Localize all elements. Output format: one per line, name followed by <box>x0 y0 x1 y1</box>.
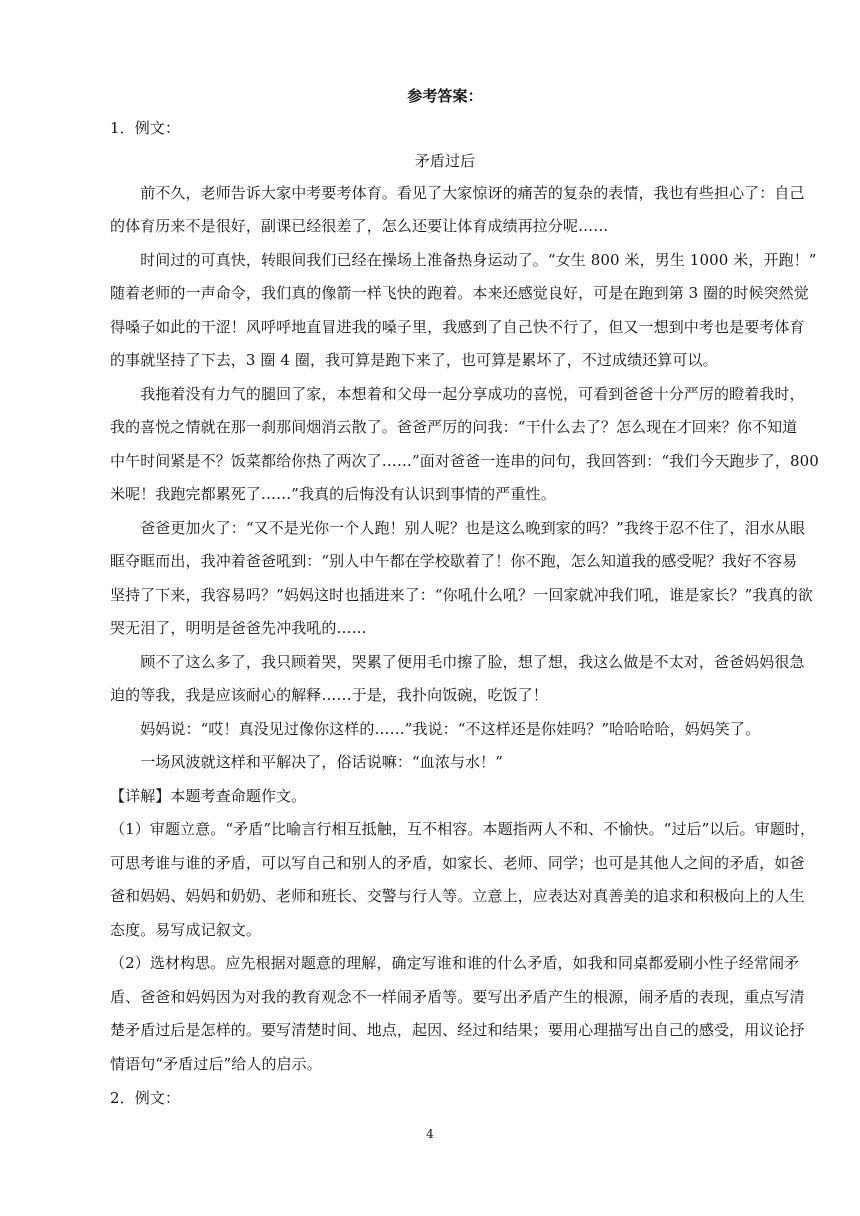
essay-line: 的体育历来不是很好，副课已经很差了，怎么还要让体育成绩再拉分呢…… <box>110 217 609 235</box>
page-number: 4 <box>426 1127 434 1141</box>
essay-line: 顾不了这么多了，我只顾着哭，哭累了便用毛巾擦了脸，想了想，我这么做是不太对，爸爸妈妈很急 <box>110 653 805 671</box>
answer-header: 参考答案： <box>407 87 483 105</box>
explanation-line: 情语句“矛盾过后”给人的启示。 <box>110 1055 322 1073</box>
explanation-line: （1）审题立意。“矛盾”比喻言行相互抵触，互不相容。本题指两人不和、不愉快。“过后”以后。审题时， <box>110 820 816 838</box>
explanation-line: （2）选材构思。应先根据对题意的理解，确定写谁和谁的什么矛盾，如我和同桌都爱刷小性子经常闹矛 <box>110 954 800 972</box>
explanation-line: 楚矛盾过后是怎样的。要写清楚时间、地点，起因、经过和结果；要用心理描写出自己的感受，用议论抒 <box>110 1021 805 1039</box>
essay-line: 迫的等我，我是应该耐心的解释……于是，我扑向饭碗，吃饭了！ <box>110 686 548 704</box>
essay-line: 时间过的可真快，转眼间我们已经在操场上准备热身运动了。“女生 800 米，男生 1000 米，开跑！” <box>110 251 817 269</box>
essay-line: 哭无泪了，明明是爸爸先冲我吼的…… <box>110 619 367 637</box>
essay-line: 坚持了下来，我容易吗？”妈妈这时也插进来了：“你吼什么吼？一回家就冲我们吼，谁是家长？”我真的欲 <box>110 586 813 604</box>
essay-line: 随着老师的一声命令，我们真的像箭一样飞快的跑着。本来还感觉良好，可是在跑到第 3 圈的时候突然觉 <box>110 284 809 302</box>
essay-line: 我拖着没有力气的腿回了家，本想着和父母一起分享成功的喜悦，可看到爸爸十分严厉的瞪着我时， <box>110 385 805 403</box>
explanation-heading: 【详解】本题考查命题作文。 <box>110 787 307 805</box>
essay-line: 前不久，老师告诉大家中考要考体育。看见了大家惊讶的痛苦的复杂的表情，我也有些担心了：自己 <box>110 184 805 202</box>
explanation-line: 爸和妈妈、妈妈和奶奶、老师和班长、交警与行人等。立意上，应表达对真善美的追求和积极向上的人生 <box>110 887 805 905</box>
essay-line: 爸爸更加火了：“又不是光你一个人跑！别人呢？也是这么晚到家的吗？”我终于忍不住了，泪水从眼 <box>110 519 806 537</box>
explanation-line: 盾、爸爸和妈妈因为对我的教育观念不一样闹矛盾等。要写出矛盾产生的根源，闹矛盾的表现，重点写清 <box>110 988 805 1006</box>
essay-line: 眶夺眶而出，我冲着爸爸吼到：“别人中午都在学校歇着了！你不跑，怎么知道我的感受呢？我好不容易 <box>110 552 798 570</box>
explanation-line: 态度。易写成记叙文。 <box>110 921 262 939</box>
essay-line: 一场风波就这样和平解决了，俗话说嘛：“血浓与水！” <box>110 753 504 771</box>
essay-line: 妈妈说：“哎！真没见过像你这样的……”我说：“不这样还是你娃吗？”哈哈哈哈，妈妈笑了。 <box>110 720 761 738</box>
item-2-label: 2．例文： <box>110 1089 181 1107</box>
explanation-line: 可思考谁与谁的矛盾，可以写自己和别人的矛盾，如家长、老师、同学；也可是其他人之间的矛盾，如爸 <box>110 854 805 872</box>
essay-line: 得嗓子如此的干涩！风呼呼地直冒进我的嗓子里，我感到了自己快不行了，但又一想到中考也是要考体育 <box>110 318 805 336</box>
essay-line: 我的喜悦之情就在那一刹那间烟消云散了。爸爸严厉的问我：“干什么去了？怎么现在才回来？你不知道 <box>110 418 798 436</box>
essay-title: 矛盾过后 <box>414 152 476 170</box>
item-1-label: 1．例文： <box>110 119 181 137</box>
essay-line: 的事就坚持了下去，3 圈 4 圈，我可算是跑下来了，也可算是累坏了，不过成绩还算可以。 <box>110 351 718 369</box>
essay-line: 米呢！我跑完都累死了……”我真的后悔没有认识到事情的严重性。 <box>110 485 556 503</box>
essay-line: 中午时间紧是不？饭菜都给你热了两次了……”面对爸爸一连串的问句，我回答到：“我们今天跑步了，800 <box>110 452 819 470</box>
